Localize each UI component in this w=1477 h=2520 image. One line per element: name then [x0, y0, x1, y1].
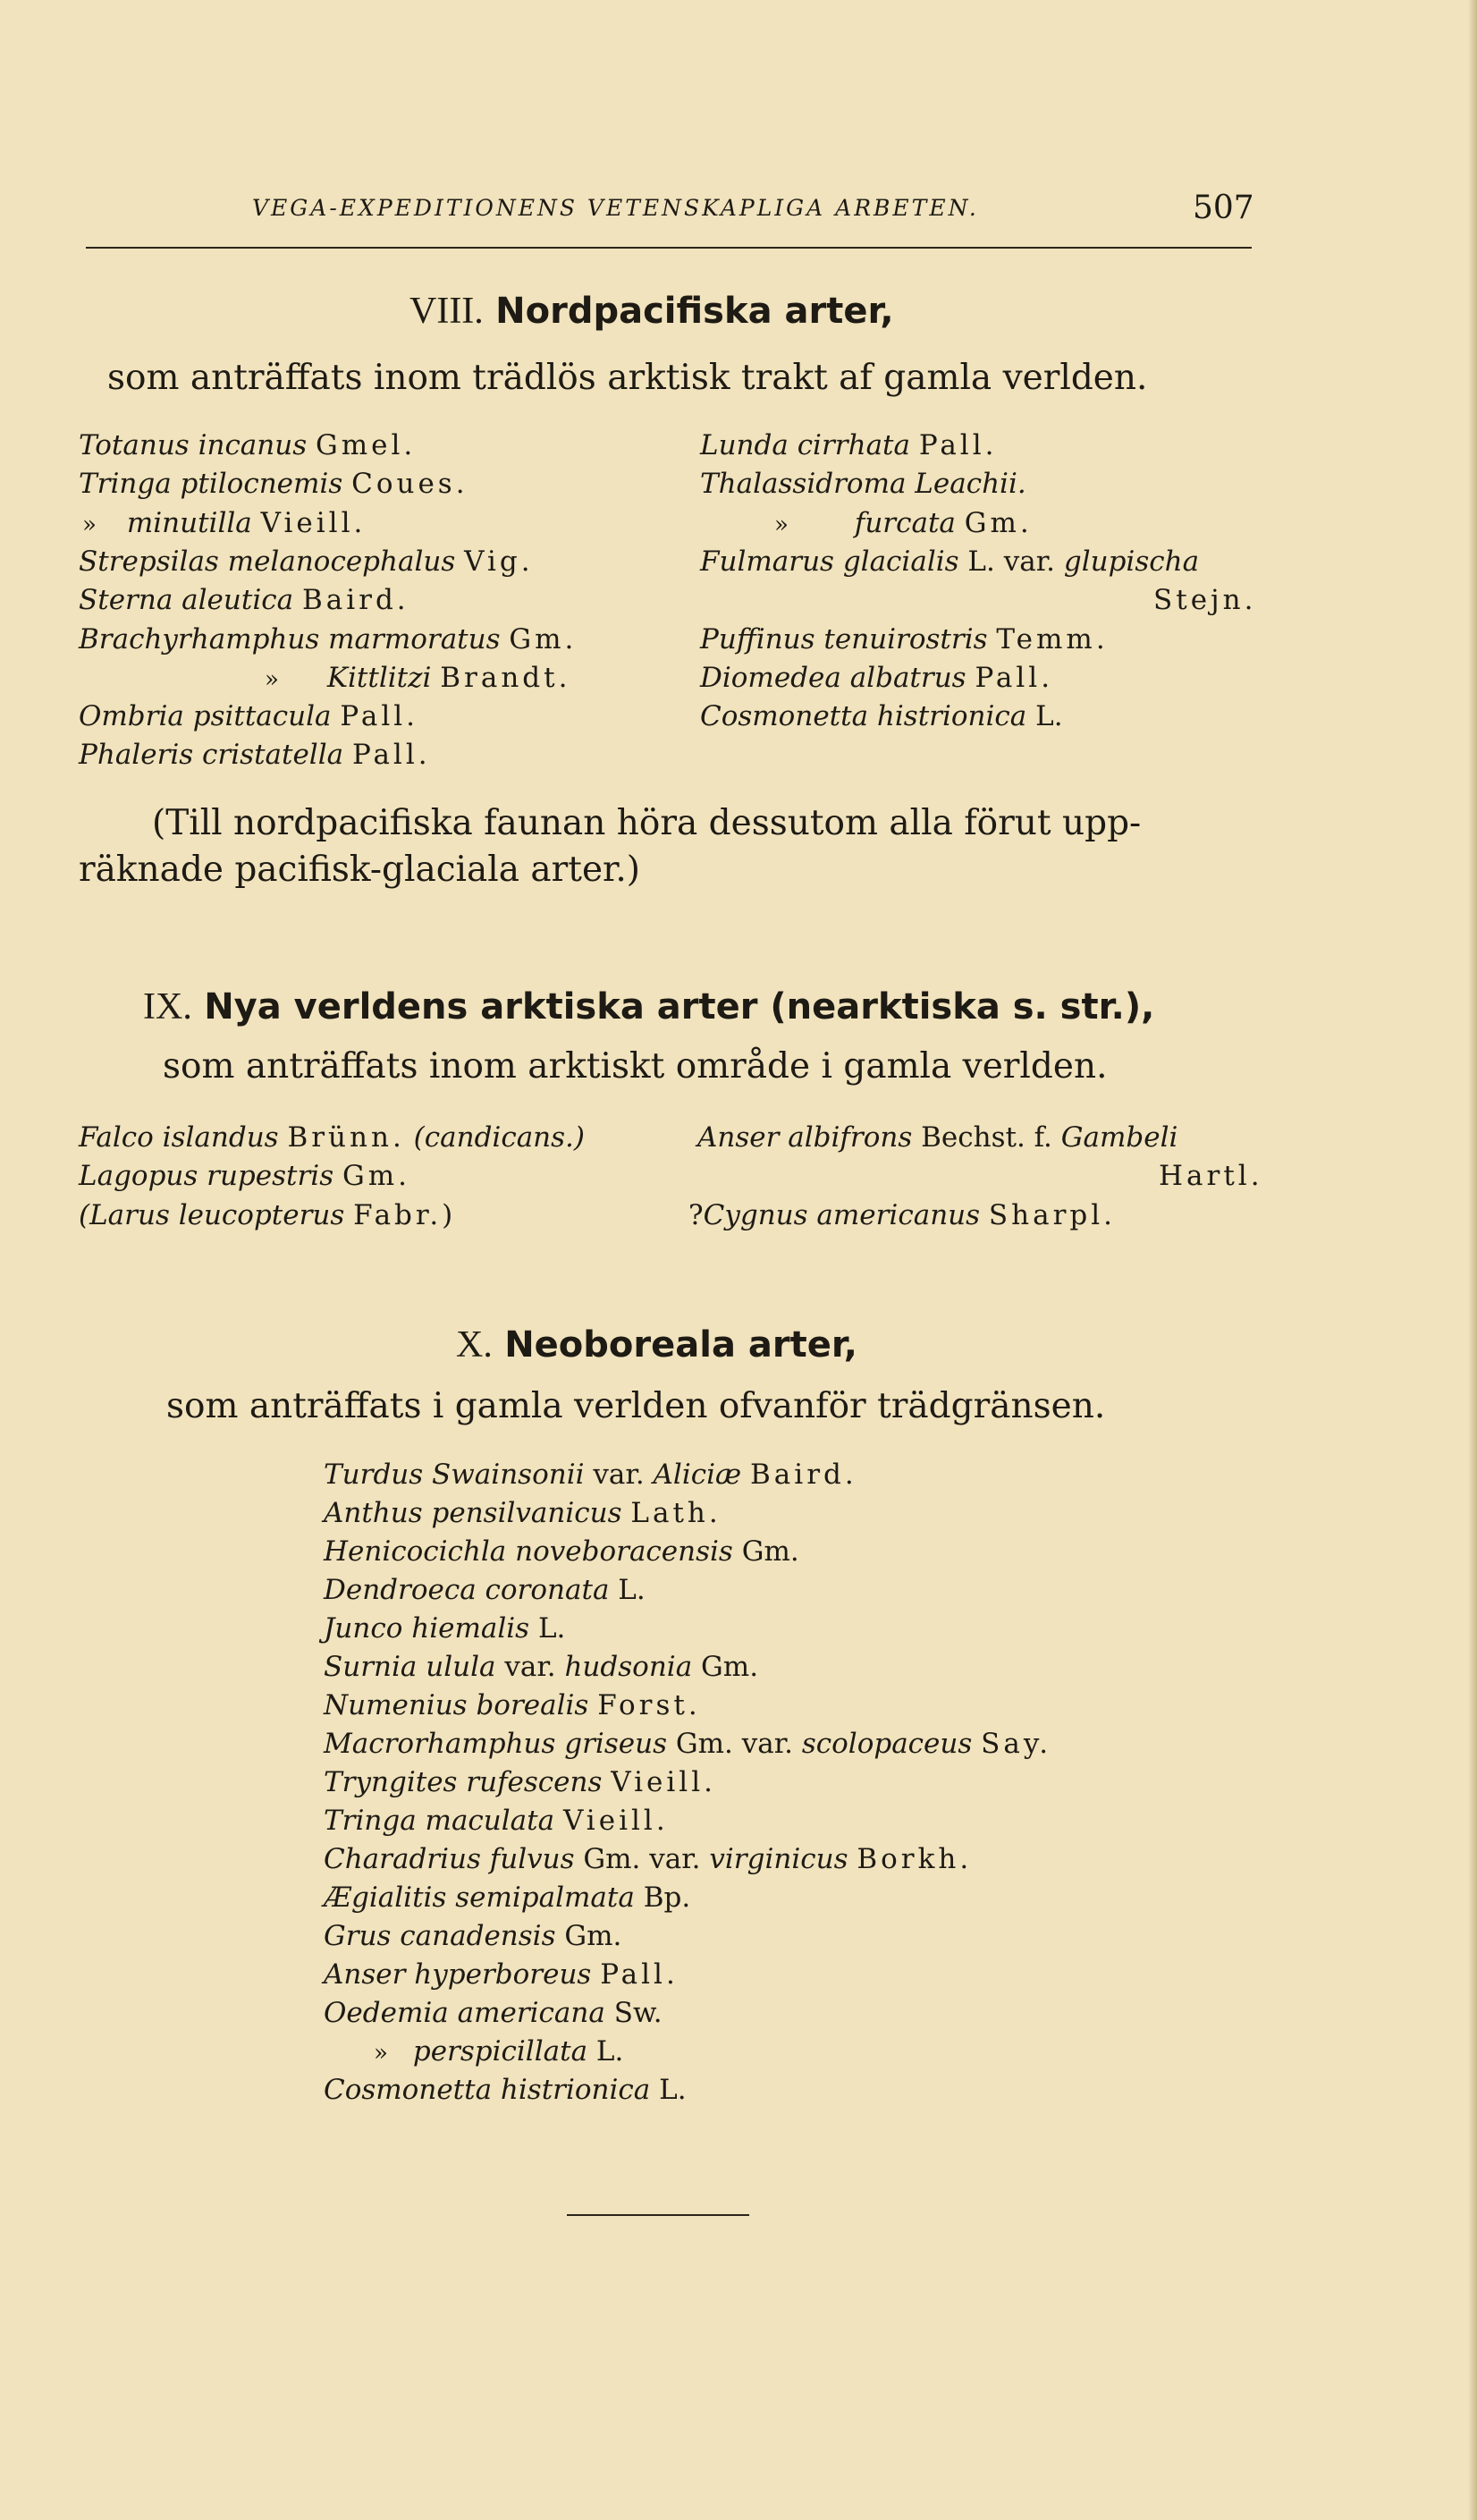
species-entry: Tringa ptilocnemis Coues.: [79, 468, 468, 500]
species-entry: Tryngites rufescens Vieill.: [324, 1766, 716, 1798]
page-number: 507: [1193, 190, 1254, 226]
species-entry: Oedemia americana Sw.: [324, 1997, 663, 2029]
species-entry: » perspicillata L.: [374, 2035, 624, 2068]
species-entry: Puffinus tenuirostris Temm.: [700, 623, 1109, 655]
species-entry: Falco islandus Brünn. (candicans.): [79, 1121, 585, 1154]
species-entry: Anser albifrons Bechst. f. Gambeli: [697, 1121, 1178, 1154]
species-entry: Anthus pensilvanicus Lath.: [324, 1497, 722, 1529]
species-entry: Henicocichla noveboracensis Gm.: [324, 1535, 799, 1568]
ditto-mark: »: [82, 512, 97, 538]
species-entry: Phaleris cristatella Pall.: [79, 739, 431, 771]
species-entry: Tringa maculata Vieill.: [324, 1805, 669, 1837]
section-8-note-line: räknade pacifisk-glaciala arter.): [79, 850, 641, 890]
species-entry: ?Cygnus americanus Sharpl.: [688, 1199, 1117, 1231]
species-entry: Hartl.: [1159, 1160, 1263, 1192]
species-entry: Surnia ulula var. hudsonia Gm.: [324, 1651, 759, 1683]
page-edge-shadow: [1468, 0, 1477, 2520]
section-10-numeral: X.: [456, 1324, 493, 1366]
section-9-title: Nya verldens arktiska arter (nearktiska s. str.),: [204, 986, 1155, 1027]
species-entry: Grus canadensis Gm.: [324, 1920, 622, 1952]
species-entry: Stejn.: [1153, 584, 1257, 616]
species-entry: Macrorhamphus griseus Gm. var. scolopaceus Say.: [324, 1728, 1052, 1760]
ditto-mark: »: [374, 2040, 388, 2067]
species-entry: Lunda cirrhata Pall.: [700, 429, 998, 461]
species-entry: Ombria psittacula Pall.: [79, 700, 419, 732]
ditto-mark: »: [265, 666, 279, 693]
section-8-title: Nordpacifiska arter,: [495, 291, 894, 332]
section-9-numeral: IX.: [143, 986, 192, 1027]
species-entry: Brachyrhamphus marmoratus Gm.: [79, 623, 578, 655]
species-entry: » Kittlitzi Brandt.: [265, 662, 571, 694]
section-9-heading: [143, 984, 1154, 1028]
species-entry: » minutilla Vieill.: [82, 507, 367, 539]
end-rule: [567, 2214, 749, 2216]
species-entry: Totanus incanus Gmel.: [79, 429, 417, 461]
section-8-subtitle: som anträffats inom trädlös arktisk trakt af gamla verlden.: [107, 358, 1148, 398]
species-entry: Dendroeca coronata L.: [324, 1574, 646, 1606]
species-entry: Cosmonetta histrionica L.: [700, 700, 1063, 732]
species-entry: Ægialitis semipalmata Bp.: [324, 1882, 691, 1914]
species-entry: Anser hyperboreus Pall.: [324, 1958, 679, 1991]
section-9-subtitle: som anträffats inom arktiskt område i gamla verlden.: [163, 1046, 1108, 1087]
running-head: VEGA-EXPEDITIONENS VETENSKAPLIGA ARBETEN.: [252, 195, 979, 221]
species-entry: Lagopus rupestris Gm.: [79, 1160, 411, 1192]
header-rule: [86, 247, 1252, 249]
section-8-numeral: VIII.: [409, 291, 484, 332]
section-8-note-line: (Till nordpacifiska faunan höra dessutom alla förut upp-: [152, 803, 1142, 843]
species-entry: Turdus Swainsonii var. Aliciæ Baird.: [324, 1459, 857, 1491]
species-entry: Thalassidroma Leachii.: [700, 468, 1026, 500]
species-entry: Diomedea albatrus Pall.: [700, 662, 1054, 694]
species-entry: Strepsilas melanocephalus Vig.: [79, 545, 534, 578]
section-8-heading: [409, 288, 894, 333]
species-entry: Fulmarus glacialis L. var. glupischa: [700, 545, 1200, 578]
species-entry: » furcata Gm.: [774, 507, 1033, 539]
species-entry: (Larus leucopterus Fabr.): [79, 1199, 457, 1231]
species-entry: Numenius borealis Forst.: [324, 1689, 701, 1721]
species-entry: Junco hiemalis L.: [324, 1612, 566, 1645]
species-entry: Cosmonetta histrionica L.: [324, 2074, 687, 2106]
section-10-subtitle: som anträffats i gamla verlden ofvanför trädgränsen.: [166, 1386, 1106, 1426]
species-entry: Sterna aleutica Baird.: [79, 584, 409, 616]
ditto-mark: »: [774, 512, 789, 538]
section-10-heading: [456, 1322, 857, 1366]
species-entry: Charadrius fulvus Gm. var. virginicus Borkh.: [324, 1843, 973, 1875]
section-10-title: Neoboreala arter,: [504, 1324, 857, 1366]
